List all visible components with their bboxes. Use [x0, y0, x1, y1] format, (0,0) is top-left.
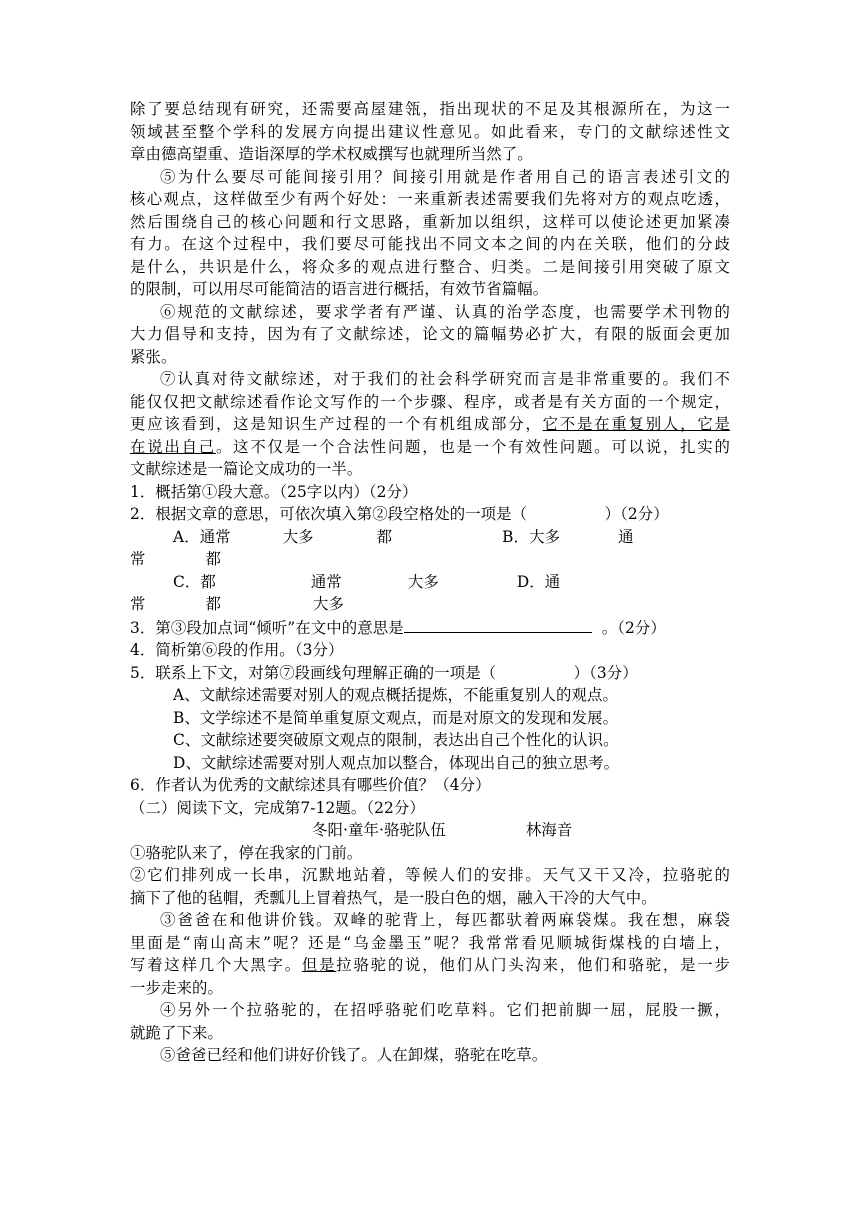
- paragraph-line: 章由德高望重、造诣深厚的学术权威撰写也就理所当然了。: [130, 145, 533, 163]
- question-6: 6．作者认为优秀的文献综述具有哪些价值？（4分）: [130, 776, 491, 794]
- paragraph-7-line: 能仅仅把文献综述看作论文写作的一个步骤、程序，或者是有关方面的一个规定，: [130, 392, 730, 411]
- paragraph-6-line: ⑥规范的文献综述，要求学者有严谨、认真的治学态度，也需要学术刊物的: [160, 302, 730, 321]
- essay-paragraph-3-line: ③爸爸在和他讲价钱。双峰的驼背上，每匹都驮着两麻袋煤。我在想，麻袋: [160, 911, 730, 929]
- option-text: 大多: [282, 527, 314, 546]
- underlined-word: 但是: [301, 956, 337, 974]
- text-span: 。这不仅是一个合法性问题，也是一个有效性问题。可以说，扎实的: [215, 437, 730, 456]
- paragraph-5-line: 有力。在这个过程中，我们要尽可能找出不同文本之间的内在关联，他们的分歧: [130, 235, 730, 253]
- paragraph-5-line: ⑤为什么要尽可能间接引用？间接引用就是作者用自己的语言表述引文的: [160, 167, 730, 186]
- question-2-options-row: [130, 593, 730, 616]
- document-page: [130, 98, 730, 1067]
- essay-paragraph-4-line: ④另外一个拉骆驼的，在招呼骆驼们吃草料。它们把前脚一屈，屁股一撅，: [160, 1001, 730, 1019]
- paragraph-5-line: 核心观点，这样做至少有两个好处：一来重新表述需要我们先将对方的观点吃透，: [130, 190, 730, 208]
- paragraph-6-line: 紧张。: [130, 347, 177, 366]
- paragraph-5-line: 是什么，共识是什么，将众多的观点进行整合、归类。二是间接引用突破了原文: [130, 257, 730, 276]
- underlined-sentence: 它不是在重复别人，它是: [542, 415, 730, 433]
- essay-paragraph-3-line: [130, 954, 730, 977]
- paragraph-7-line: 文献综述是一篇论文成功的一半。: [130, 460, 363, 478]
- option-text: 常: [130, 550, 146, 568]
- question-3: [130, 616, 730, 640]
- text-span: 写着这样几个大黑字。: [130, 956, 302, 974]
- paragraph-line: 除了要总结现有研究，还需要高屋建瓴，指出现状的不足及其根源所在，为这一: [130, 100, 730, 118]
- underlined-sentence: 在说出自己: [130, 437, 216, 456]
- option-text: 常: [130, 595, 146, 613]
- question-1: 1．概括第①段大意。（25字以内）（2分）: [130, 482, 418, 501]
- question-2-options-row: [130, 548, 730, 571]
- question-text: 3．第③段加点词“倾听”在文中的意思是: [130, 618, 404, 637]
- option-text: 大多: [407, 572, 439, 591]
- paragraph-5-line: 的限制，可以用尽可能简洁的语言进行概括，有效节省篇幅。: [130, 280, 549, 298]
- section-2-intro: （二）阅读下文，完成第7-12题。（22分）: [130, 798, 425, 817]
- option-text: D．通: [516, 572, 561, 591]
- text-span: 更应该看到，这是知识生产过程的一个有机组成部分，: [130, 415, 543, 433]
- essay-paragraph-2-line: 摘下了他的毡帽，秃瓢儿上冒着热气，是一股白色的烟，融入干冷的大气中。: [130, 888, 657, 907]
- option-text: 都: [205, 550, 221, 568]
- text-span: 拉骆驼的说，他们从门头沟来，他们和骆驼，是一步: [336, 956, 730, 974]
- option-text: 大多: [313, 595, 344, 613]
- option-text: B．大多: [502, 527, 561, 546]
- essay-paragraph-5: ⑤爸爸已经和他们讲好价钱了。人在卸煤，骆驼在吃草。: [160, 1046, 548, 1064]
- question-5: 5．联系上下文，对第⑦段画线句理解正确的一项是（ ）（3分）: [130, 663, 638, 682]
- essay-paragraph-3-line: 一步走来的。: [130, 978, 223, 997]
- question-5-option-d: D、文献综述需要对别人观点加以整合，体现出自己的独立思考。: [173, 753, 620, 772]
- paragraph-line: 领域甚至整个学科的发展方向提出建议性意见。如此看来，专门的文献综述性文: [130, 122, 730, 141]
- paragraph-7-line: [130, 413, 730, 436]
- paragraph-7-line: ⑦认真对待文献综述，对于我们的社会科学研究而言是非常重要的。我们不: [160, 370, 730, 388]
- question-text: 。（2分）: [601, 618, 666, 637]
- option-text: 都: [376, 527, 393, 546]
- option-text: 通常: [310, 572, 342, 591]
- question-2-options-row: [130, 571, 730, 594]
- question-4: 4．简析第⑥段的作用。（3分）: [130, 641, 344, 659]
- question-5-option-b: B、文学综述不是简单重复原文观点，而是对原文的发现和发展。: [173, 708, 619, 727]
- essay-paragraph-1: ①骆驼队来了，停在我家的门前。: [130, 843, 363, 862]
- essay-author: 林海音: [525, 821, 573, 839]
- essay-title-line: [130, 819, 730, 842]
- paragraph-5-line: 然后围绕自己的核心问题和行文思路，重新加以组织，这样可以使论述更加紧凑: [130, 212, 730, 231]
- answer-blank[interactable]: [404, 616, 592, 633]
- question-5-option-a: A、文献综述需要对别人的观点概括提炼，不能重复别人的观点。: [173, 686, 618, 704]
- question-5-option-c: C、文献综述要突破原文观点的限制，表达出自己个性化的认识。: [173, 731, 619, 749]
- essay-paragraph-4-line: 就跪了下来。: [130, 1023, 223, 1042]
- essay-paragraph-2-line: ②它们排列成一长串，沉默地站着，等候人们的安排。天气又干又冷，拉骆驼的: [130, 866, 730, 884]
- option-text: A．通常: [173, 527, 231, 546]
- essay-paragraph-3-line: 里面是“南山高末”呢？还是“乌金墨玉”呢？我常常看见顺城街煤栈的白墙上，: [130, 933, 730, 952]
- paragraph-6-line: 大力倡导和支持，因为有了文献综述，论文的篇幅势必扩大，有限的版面会更加: [130, 325, 730, 343]
- question-2-options-row: [130, 526, 730, 549]
- option-text: C．都: [173, 572, 216, 591]
- essay-title: 冬阳·童年·骆驼队伍: [312, 821, 446, 839]
- option-text: 通: [618, 527, 634, 546]
- paragraph-7-line: [130, 436, 730, 459]
- option-text: 都: [205, 595, 221, 613]
- question-2: 2．根据文章的意思，可依次填入第②段空格处的一项是（ ）（2分）: [130, 505, 669, 523]
